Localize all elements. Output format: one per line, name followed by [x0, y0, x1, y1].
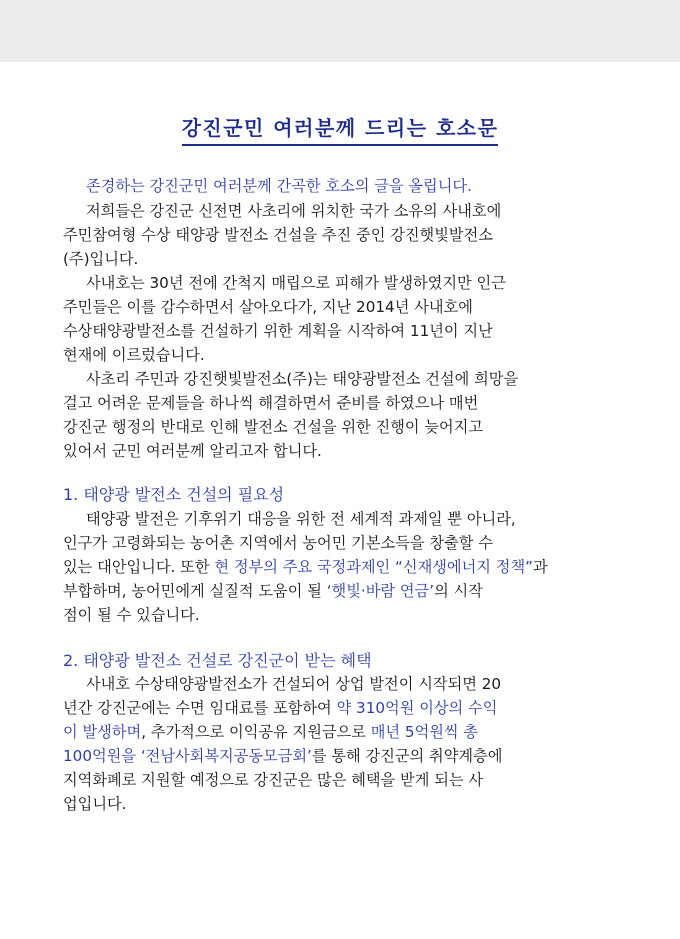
section-2-line-6: 업입니다. — [63, 795, 127, 813]
section-2-line-2-text: 년간 강진군에는 수면 임대료를 포함하여 — [63, 699, 337, 717]
scan-top-margin — [0, 0, 680, 62]
section-2-line-4 — [63, 745, 623, 766]
section-2-line-1: 사내호 수상태양광발전소가 건설되어 상업 발전이 시작되면 20 — [86, 675, 502, 693]
section-1-line-2: 인구가 고령화되는 농어촌 지역에서 농어민 기본소득을 창출할 수 — [63, 534, 493, 552]
section-2-heading: 2. 태양광 발전소 건설로 강진군이 받는 혜택 — [63, 651, 372, 670]
greeting-line: 존경하는 강진군민 여러분께 간곡한 호소의 글을 올립니다. — [86, 177, 472, 195]
section-1-line-3-tail: 과 — [533, 558, 548, 576]
revenue-highlight-cont: 이 발생하며 — [63, 723, 142, 741]
intro-p2-line-1: 사내호는 30년 전에 간척지 매립으로 피해가 발생하였지만 인근 — [86, 274, 506, 292]
intro-p2-line-3: 수상태양광발전소를 건설하기 위한 계획을 시작하여 11년이 지난 — [63, 322, 493, 340]
section-1-line-4-text: 부합하며, 농어민에게 실질적 도움이 될 — [63, 582, 327, 600]
section-1-line-3-text: 있는 대안입니다. 또한 — [63, 558, 215, 576]
section-2-line-3 — [63, 721, 623, 742]
policy-highlight: 현 정부의 주요 국정과제인 “신재생에너지 정책” — [214, 558, 533, 576]
intro-p3-line-2: 걸고 어려운 문제들을 하나씩 해결하면서 준비를 하였으나 매번 — [63, 394, 479, 412]
document-title: 강진군민 여러분께 드리는 호소문 — [0, 112, 680, 146]
section-1-line-3 — [63, 556, 623, 577]
section-2-line-5: 지역화폐로 지원할 예정으로 강진군은 많은 혜택을 받게 되는 사 — [63, 771, 484, 789]
section-1-line-1: 태양광 발전은 기후위기 대응을 위한 전 세계적 과제일 뿐 아니라, — [86, 510, 516, 528]
intro-p3-line-1: 사초리 주민과 강진햇빛발전소(주)는 태양광발전소 건설에 희망을 — [86, 370, 519, 388]
section-1-line-5: 점이 될 수 있습니다. — [63, 606, 200, 624]
intro-p3-line-3: 강진군 행정의 반대로 인해 발전소 건설을 위한 진행이 늦어지고 — [63, 418, 484, 436]
section-2-line-2 — [63, 697, 623, 718]
section-1-line-4-tail: 의 시작 — [434, 582, 483, 600]
intro-p1-line-2: 주민참여형 수상 태양광 발전소 건설을 추진 중인 강진햇빛발전소 — [63, 226, 493, 244]
section-2-line-3-text: , 추가적으로 이익공유 지원금으로 — [141, 723, 371, 741]
pension-highlight: ‘햇빛·바람 연금’ — [326, 582, 435, 600]
revenue-highlight: 약 310억원 이상의 수익 — [336, 699, 498, 717]
section-2-line-4-text: 를 통해 강진군의 취약계층에 — [311, 747, 503, 765]
intro-p2-line-2: 주민들은 이를 감수하면서 살아오다가, 지난 2014년 사내호에 — [63, 298, 473, 316]
intro-p1-line-1: 저희들은 강진군 신전면 사초리에 위치한 국가 소유의 사내호에 — [86, 202, 502, 220]
intro-p2-line-4: 현재에 이르렀습니다. — [63, 346, 205, 364]
section-1-line-4 — [63, 580, 623, 601]
intro-p1-line-3: (주)입니다. — [63, 250, 139, 268]
annual-support-highlight: 매년 5억원씩 총 — [370, 723, 479, 741]
section-1-heading: 1. 태양광 발전소 건설의 필요성 — [63, 485, 285, 504]
intro-p3-line-4: 있어서 군민 여러분께 알리고자 합니다. — [63, 442, 322, 460]
donation-highlight: 100억원을 ‘전남사회복지공동모금회’ — [63, 747, 312, 765]
